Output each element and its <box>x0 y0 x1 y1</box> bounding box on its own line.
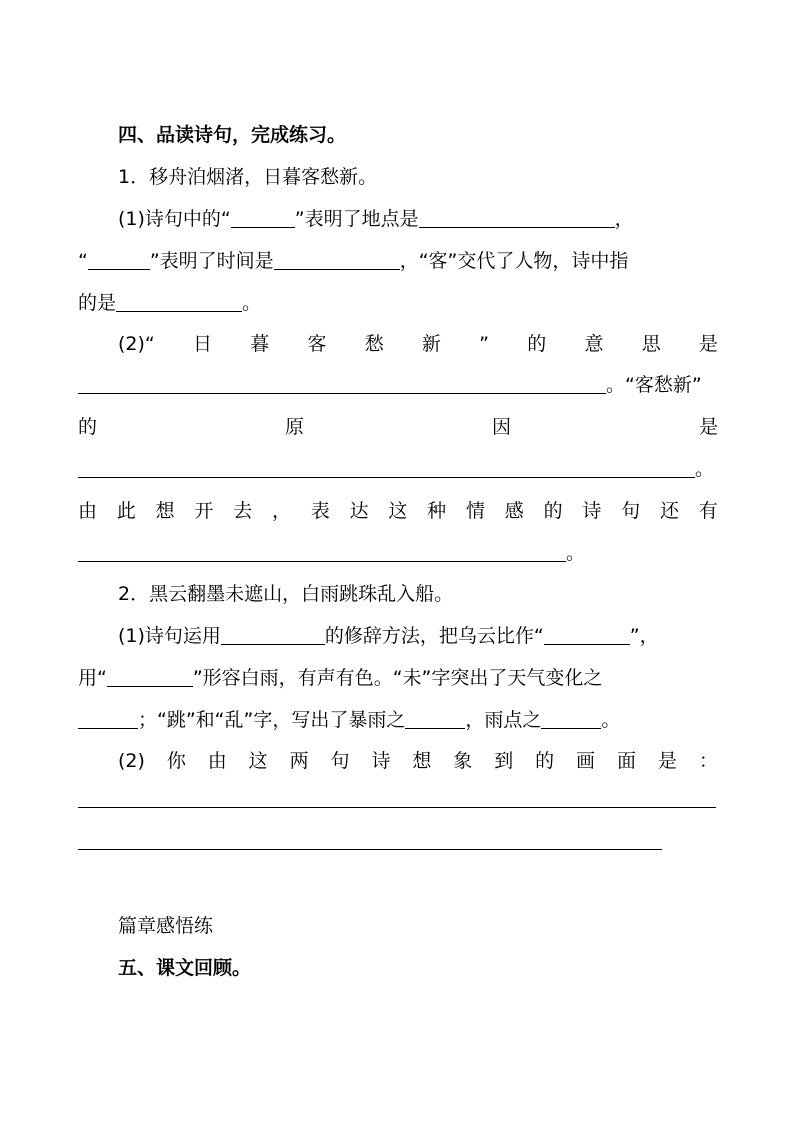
char: 由 <box>207 750 227 772</box>
char: 的 <box>78 416 98 438</box>
char: 诗 <box>582 500 602 522</box>
q1-part2-answer-line1 <box>78 371 702 399</box>
char: (2) <box>118 750 145 772</box>
answer-blank[interactable] <box>78 708 138 729</box>
char: ” <box>479 333 489 355</box>
q2-part1-line1 <box>118 622 659 650</box>
text: 的修辞方法，把乌云比作“ <box>324 625 544 647</box>
text: 。 <box>242 292 262 314</box>
answer-blank[interactable] <box>544 624 630 645</box>
char: 由 <box>78 500 98 522</box>
text: 。 <box>695 458 715 480</box>
q1-part2-extend-prompt <box>78 497 718 525</box>
char: 是 <box>657 750 677 772</box>
section-title: 四、品读诗句，完成练习。 <box>118 124 347 146</box>
char: 画 <box>576 750 596 772</box>
char: 有 <box>698 500 718 522</box>
q1-part1-line3 <box>78 289 261 317</box>
q2-part1-line3 <box>78 706 620 734</box>
char: 达 <box>349 500 369 522</box>
text: 的是 <box>78 292 117 314</box>
q1-part2-answer-line3 <box>78 539 585 567</box>
text: ，雨点之 <box>465 709 542 731</box>
answer-blank[interactable] <box>541 708 601 729</box>
answer-blank[interactable] <box>78 541 566 562</box>
text: ”形容白雨，有声有色。“未”字突出了天气变化之 <box>192 667 603 689</box>
answer-blank[interactable] <box>116 291 242 312</box>
question-2-poem: 2．黑云翻墨未遮山，白雨跳珠乱入船。 <box>118 583 454 605</box>
char: 面 <box>616 750 636 772</box>
char: 想 <box>412 750 432 772</box>
char: 感 <box>504 500 524 522</box>
char: 诗 <box>371 750 391 772</box>
text: ”表明了时间是 <box>149 250 274 272</box>
text: ， <box>614 208 634 230</box>
char: 种 <box>427 500 447 522</box>
text: 。 <box>566 542 586 564</box>
char: ， <box>271 500 291 522</box>
text: ；“跳”和“乱”字，写出了暴雨之 <box>138 709 406 731</box>
q2-part1-line2 <box>78 664 602 692</box>
char: 日 <box>192 333 212 355</box>
char: 两 <box>289 750 309 772</box>
char: (2)“ <box>118 333 155 355</box>
char: 是 <box>698 333 718 355</box>
text: (1)诗句中的“ <box>118 208 231 230</box>
char: 表 <box>310 500 330 522</box>
char: 你 <box>166 750 186 772</box>
char: 还 <box>659 500 679 522</box>
char: 情 <box>465 500 485 522</box>
char: 因 <box>491 416 511 438</box>
char: 此 <box>116 500 136 522</box>
text: (1)诗句运用 <box>118 625 221 647</box>
answer-blank[interactable] <box>78 457 695 478</box>
answer-line[interactable] <box>78 849 662 850</box>
q1-part1-line1 <box>118 205 634 233</box>
answer-blank[interactable] <box>107 666 193 687</box>
char: 到 <box>494 750 514 772</box>
char: 意 <box>584 333 604 355</box>
text: ，“客”交代了人物，诗中指 <box>399 250 629 272</box>
text: ”表明了地点是 <box>294 208 419 230</box>
char: 的 <box>543 500 563 522</box>
char: 象 <box>453 750 473 772</box>
text: ”， <box>629 625 659 647</box>
char: 的 <box>527 333 547 355</box>
char: 开 <box>194 500 214 522</box>
q1-part2-answer-line2 <box>78 455 714 483</box>
answer-blank[interactable] <box>231 207 295 228</box>
answer-blank[interactable] <box>419 207 615 228</box>
chapter-heading: 篇章感悟练 <box>118 915 214 937</box>
answer-blank[interactable] <box>78 373 606 394</box>
answer-blank[interactable] <box>405 708 465 729</box>
answer-blank[interactable] <box>88 249 150 270</box>
char: 的 <box>535 750 555 772</box>
char: 暮 <box>250 333 270 355</box>
text: 用“ <box>78 667 107 689</box>
char: 原 <box>284 416 304 438</box>
question-1-poem: 1．移舟泊烟渚，日暮客愁新。 <box>118 166 378 188</box>
char: 句 <box>330 750 350 772</box>
char: 新 <box>421 333 441 355</box>
char: 愁 <box>364 333 384 355</box>
char: 这 <box>388 500 408 522</box>
q1-part2-reason-prompt <box>78 413 718 441</box>
answer-blank[interactable] <box>221 624 325 645</box>
q2-part2-prompt <box>118 747 718 775</box>
q1-part1-line2 <box>78 247 628 275</box>
text: 。“客愁新” <box>606 374 702 396</box>
char: 句 <box>621 500 641 522</box>
text: 。 <box>601 709 621 731</box>
answer-line[interactable] <box>78 807 716 808</box>
char: 这 <box>248 750 268 772</box>
char: 想 <box>155 500 175 522</box>
q1-part2-prompt <box>118 330 718 358</box>
section-5-title: 五、课文回顾。 <box>118 957 252 979</box>
char: 客 <box>307 333 327 355</box>
char: 去 <box>233 500 253 522</box>
text: “ <box>78 250 88 272</box>
char: 思 <box>641 333 661 355</box>
char: ： <box>698 750 718 772</box>
char: 是 <box>698 416 718 438</box>
answer-blank[interactable] <box>274 249 400 270</box>
